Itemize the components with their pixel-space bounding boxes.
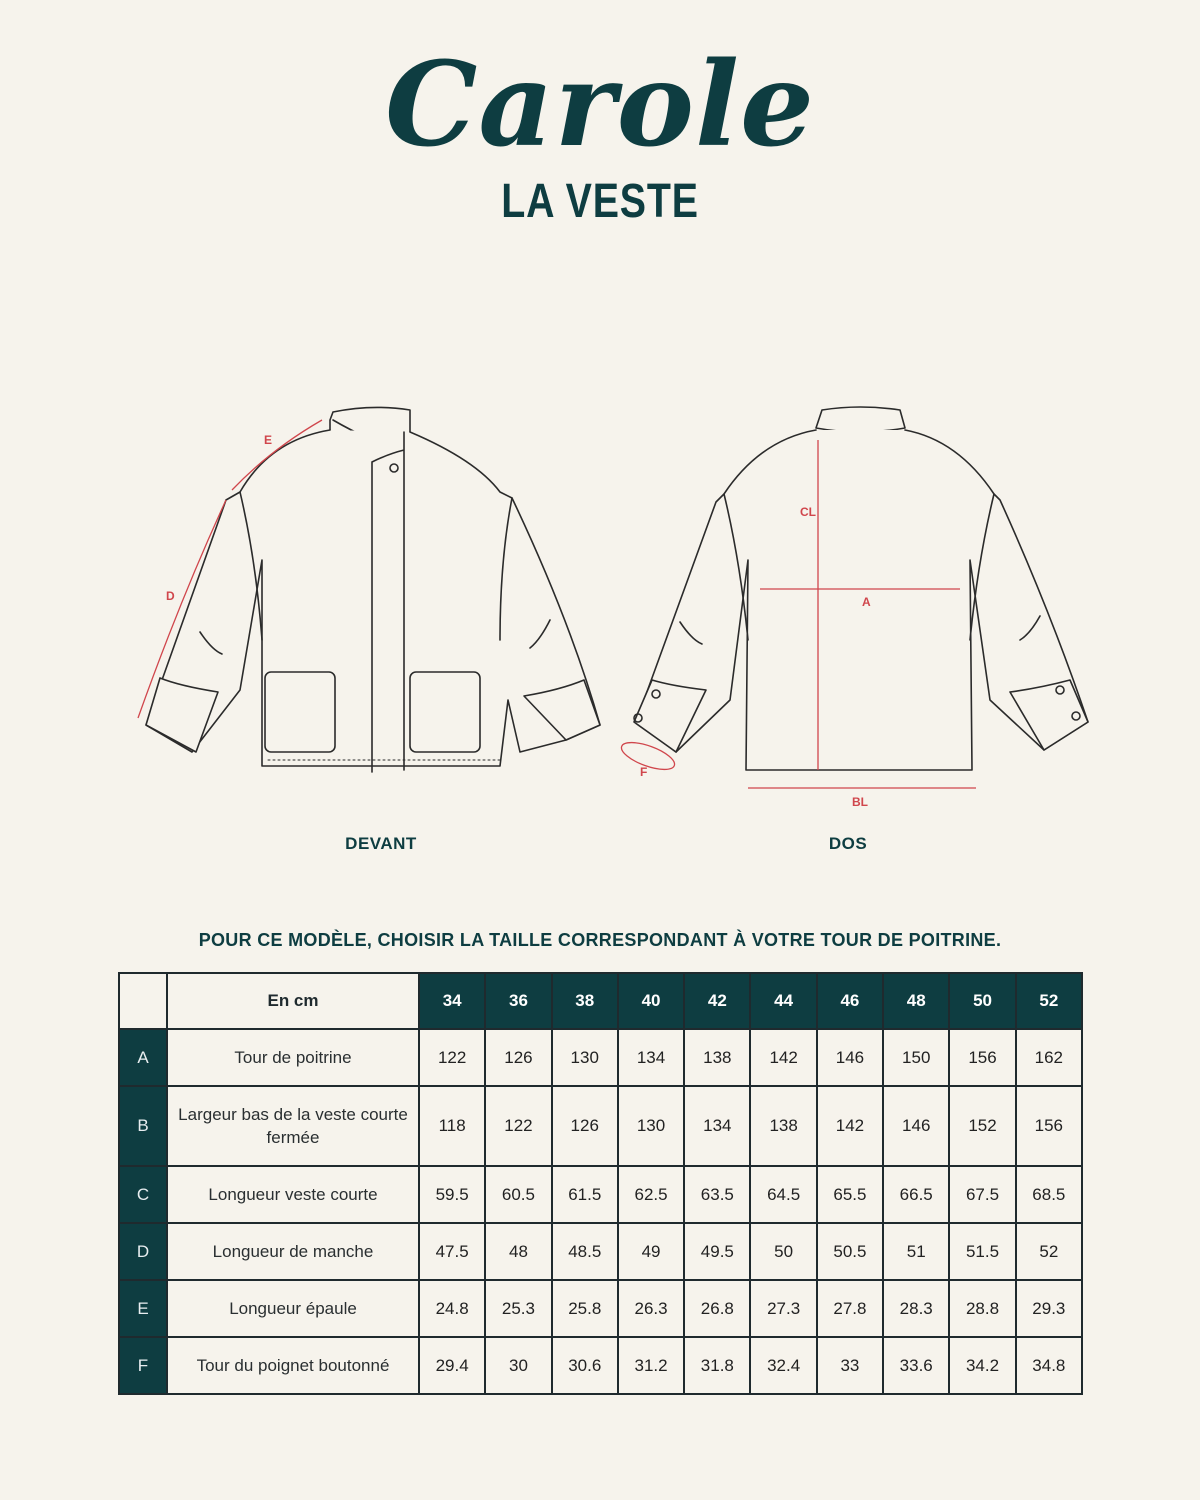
table-cell: 134	[618, 1029, 684, 1086]
table-row	[119, 1280, 1082, 1337]
table-cell: 64.5	[750, 1166, 816, 1223]
table-cell: 150	[883, 1029, 949, 1086]
table-cell: 51.5	[949, 1223, 1015, 1280]
table-cell: 156	[1016, 1086, 1082, 1166]
measure-label-cl: CL	[800, 505, 816, 519]
size-instruction: POUR CE MODÈLE, CHOISIR LA TAILLE CORRESPONDANT À VOTRE TOUR DE POITRINE.	[198, 930, 1002, 950]
table-cell: 134	[684, 1086, 750, 1166]
table-cell: 33.6	[883, 1337, 949, 1394]
row-label: Largeur bas de la veste courte fermée	[167, 1086, 419, 1166]
table-cell: 126	[552, 1086, 618, 1166]
size-header: 36	[485, 973, 551, 1029]
table-cell: 34.2	[949, 1337, 1015, 1394]
table-cell: 130	[552, 1029, 618, 1086]
table-cell: 34.8	[1016, 1337, 1082, 1394]
size-header: 46	[817, 973, 883, 1029]
page-title: Carole	[385, 37, 815, 173]
table-cell: 49	[618, 1223, 684, 1280]
table-cell: 59.5	[419, 1166, 485, 1223]
table-cell: 32.4	[750, 1337, 816, 1394]
table-cell: 138	[684, 1029, 750, 1086]
table-header-row	[119, 973, 1082, 1029]
table-cell: 26.8	[684, 1280, 750, 1337]
table-cell: 28.3	[883, 1280, 949, 1337]
size-header: 50	[949, 973, 1015, 1029]
size-header: 48	[883, 973, 949, 1029]
table-cell: 26.3	[618, 1280, 684, 1337]
table-cell: 61.5	[552, 1166, 618, 1223]
table-row	[119, 1166, 1082, 1223]
table-cell: 162	[1016, 1029, 1082, 1086]
table-cell: 66.5	[883, 1166, 949, 1223]
table-cell: 138	[750, 1086, 816, 1166]
row-letter: C	[119, 1166, 167, 1223]
table-row	[119, 1223, 1082, 1280]
row-letter: D	[119, 1223, 167, 1280]
table-cell: 48.5	[552, 1223, 618, 1280]
page-subtitle: LA VESTE	[501, 175, 699, 228]
table-corner-cell	[119, 973, 167, 1029]
measure-label-a: A	[862, 595, 871, 609]
row-label: Longueur de manche	[167, 1223, 419, 1280]
table-cell: 51	[883, 1223, 949, 1280]
table-cell: 48	[485, 1223, 551, 1280]
table-cell: 68.5	[1016, 1166, 1082, 1223]
row-letter: E	[119, 1280, 167, 1337]
table-cell: 146	[817, 1029, 883, 1086]
table-cell: 31.2	[618, 1337, 684, 1394]
size-chart-body	[119, 1029, 1082, 1394]
size-header: 40	[618, 973, 684, 1029]
table-cell: 29.4	[419, 1337, 485, 1394]
row-label: Longueur veste courte	[167, 1166, 419, 1223]
row-letter: B	[119, 1086, 167, 1166]
measure-label-e: E	[264, 433, 273, 447]
table-cell: 126	[485, 1029, 551, 1086]
row-letter: F	[119, 1337, 167, 1394]
row-label: Tour du poignet boutonné	[167, 1337, 419, 1394]
row-label: Longueur épaule	[167, 1280, 419, 1337]
table-cell: 130	[618, 1086, 684, 1166]
table-cell: 27.8	[817, 1280, 883, 1337]
table-cell: 29.3	[1016, 1280, 1082, 1337]
measure-label-f: F	[640, 765, 648, 779]
size-header: 34	[419, 973, 485, 1029]
table-row	[119, 1029, 1082, 1086]
table-cell: 63.5	[684, 1166, 750, 1223]
table-cell: 28.8	[949, 1280, 1015, 1337]
table-row	[119, 1086, 1082, 1166]
table-cell: 52	[1016, 1223, 1082, 1280]
size-header: 44	[750, 973, 816, 1029]
unit-header: En cm	[167, 973, 419, 1029]
table-cell: 24.8	[419, 1280, 485, 1337]
front-jacket-sketch	[146, 407, 600, 772]
table-cell: 122	[419, 1029, 485, 1086]
table-cell: 122	[485, 1086, 551, 1166]
table-cell: 142	[750, 1029, 816, 1086]
table-cell: 65.5	[817, 1166, 883, 1223]
table-row	[119, 1337, 1082, 1394]
back-view-label: DOS	[828, 834, 868, 853]
table-cell: 31.8	[684, 1337, 750, 1394]
table-cell: 30.6	[552, 1337, 618, 1394]
table-cell: 156	[949, 1029, 1015, 1086]
size-header: 52	[1016, 973, 1082, 1029]
table-cell: 25.8	[552, 1280, 618, 1337]
table-cell: 33	[817, 1337, 883, 1394]
measure-label-d: D	[166, 589, 175, 603]
size-header: 42	[684, 973, 750, 1029]
size-header: 38	[552, 973, 618, 1029]
row-letter: A	[119, 1029, 167, 1086]
table-cell: 50.5	[817, 1223, 883, 1280]
table-cell: 50	[750, 1223, 816, 1280]
table-cell: 142	[817, 1086, 883, 1166]
table-cell: 118	[419, 1086, 485, 1166]
table-cell: 60.5	[485, 1166, 551, 1223]
table-cell: 27.3	[750, 1280, 816, 1337]
table-cell: 25.3	[485, 1280, 551, 1337]
table-cell: 146	[883, 1086, 949, 1166]
table-cell: 62.5	[618, 1166, 684, 1223]
size-chart-table	[118, 972, 1083, 1395]
measure-label-bl: BL	[852, 795, 868, 809]
table-cell: 49.5	[684, 1223, 750, 1280]
front-view-label: DEVANT	[345, 834, 417, 853]
row-label: Tour de poitrine	[167, 1029, 419, 1086]
table-cell: 67.5	[949, 1166, 1015, 1223]
table-cell: 152	[949, 1086, 1015, 1166]
table-cell: 47.5	[419, 1223, 485, 1280]
table-cell: 30	[485, 1337, 551, 1394]
